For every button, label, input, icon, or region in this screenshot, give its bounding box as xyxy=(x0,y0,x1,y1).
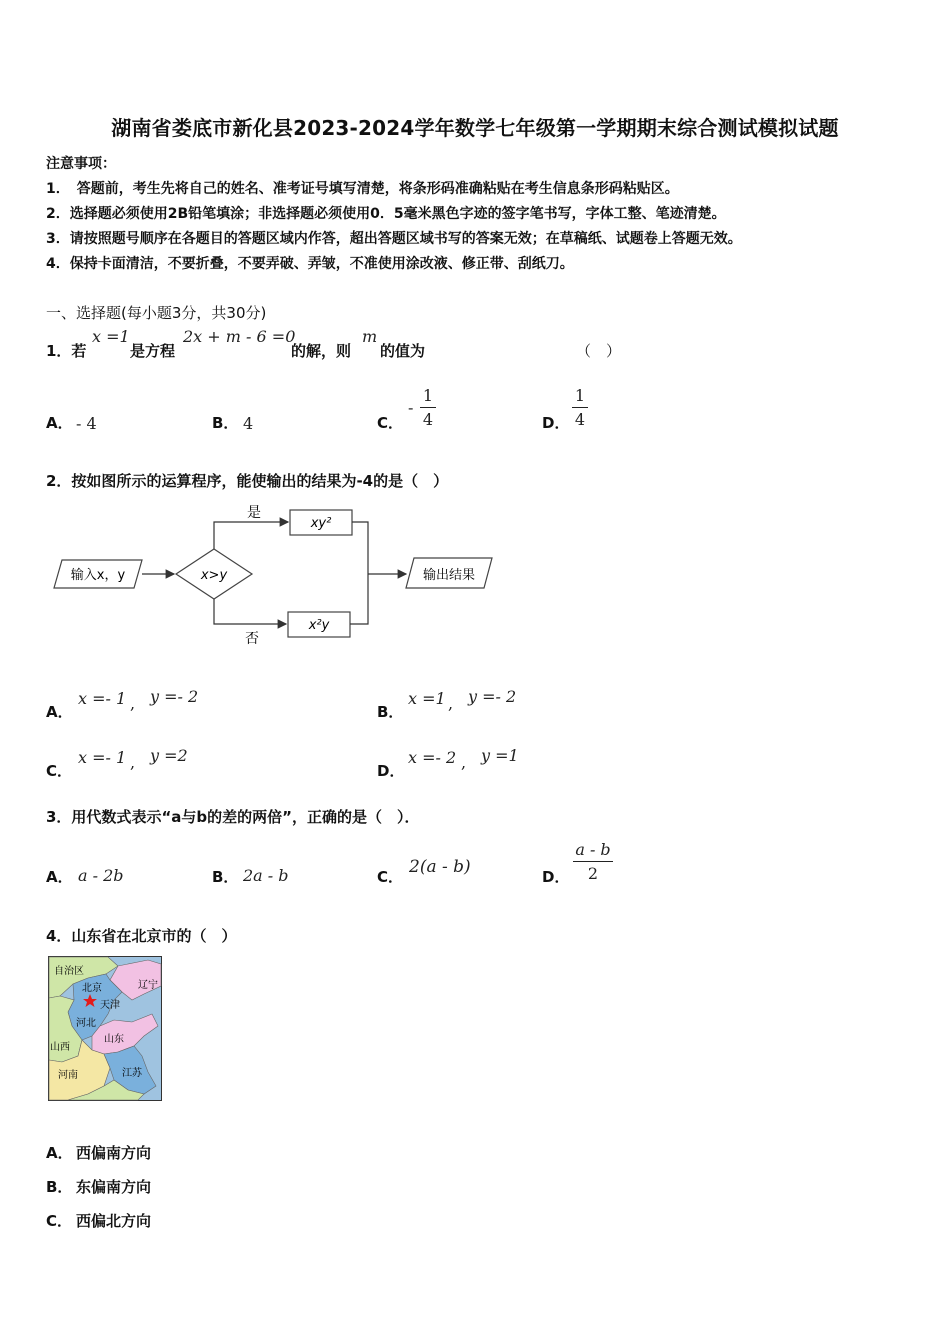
q2-option-d-comma: , xyxy=(461,753,467,772)
map-label-henan: 河南 xyxy=(58,1070,78,1081)
q4-stem: 4．山东省在北京市的（ ） xyxy=(46,927,237,945)
q1-answer-paren: （ ） xyxy=(576,342,622,360)
q2-option-a-y: y =- 2 xyxy=(150,687,199,706)
q2-option-c-comma: , xyxy=(130,753,136,772)
q3-option-c-label: C． xyxy=(377,868,404,886)
q2-option-a-x: x =- 1 xyxy=(78,689,127,708)
q1-option-c-label: C． xyxy=(377,414,404,432)
flow-box-no-label: x²y xyxy=(308,618,330,633)
q3-option-d-denominator: 2 xyxy=(587,864,599,883)
flowchart xyxy=(40,495,510,655)
q1-option-c-denominator: 4 xyxy=(422,410,434,429)
q4-option-c-label: C． xyxy=(46,1212,73,1230)
q2-option-b-label: B． xyxy=(377,703,404,721)
q2-option-c-x: x =- 1 xyxy=(78,748,127,767)
flow-no-label: 否 xyxy=(245,631,259,647)
q2-option-c-y: y =2 xyxy=(150,746,188,765)
q2-stem: 2．按如图所示的运算程序，能使输出的结果为-4的是（ ） xyxy=(46,472,449,490)
q4-option-b: 东偏南方向 xyxy=(76,1178,152,1196)
flow-yes-label: 是 xyxy=(247,505,261,521)
q4-option-a-label: A． xyxy=(46,1144,73,1162)
q1-option-c-numerator: 1 xyxy=(422,386,434,405)
map-label-liaoning: 辽宁 xyxy=(138,980,158,991)
map-label-hebei: 河北 xyxy=(76,1018,96,1029)
q2-option-a-label: A． xyxy=(46,703,73,721)
flow-arrow-yes xyxy=(214,522,288,549)
page-title: 湖南省娄底市新化县2023-2024学年数学七年级第一学期期末综合测试模拟试题 xyxy=(111,116,839,140)
q2-option-d-x: x =- 2 xyxy=(408,748,457,767)
flow-decision-label: x>y xyxy=(200,568,228,583)
q1-option-d-denominator: 4 xyxy=(574,410,586,429)
notice-item-4: 4．保持卡面清洁，不要折叠，不要弄破、弄皱，不准使用涂改液、修正带、刮纸刀。 xyxy=(46,256,574,272)
notice-heading: 注意事项： xyxy=(46,156,116,172)
flow-output-label: 输出结果 xyxy=(422,568,476,583)
q3-option-a-label: A． xyxy=(46,868,73,886)
q3-option-d-fraction xyxy=(573,840,613,883)
q2-option-a-comma: , xyxy=(130,694,136,713)
q1-option-d-numerator: 1 xyxy=(574,386,586,405)
section-heading: 一、选择题(每小题3分，共30分) xyxy=(46,304,267,322)
q1-suffix: 的值为 xyxy=(380,342,426,360)
q2-option-d-label: D． xyxy=(377,762,405,780)
flow-arrow-no xyxy=(214,599,286,624)
q1-equation: 2x + m - 6 =0 xyxy=(183,327,296,346)
q1-option-a-label: A． xyxy=(46,414,73,432)
q1-mid: 是方程 xyxy=(130,342,176,360)
q1-variable: m xyxy=(362,327,378,346)
q2-option-b-comma: , xyxy=(448,694,454,713)
q1-option-b: 4 xyxy=(243,414,254,433)
q4-option-b-label: B． xyxy=(46,1178,73,1196)
q1-condition: x =1 xyxy=(92,327,130,346)
region-map xyxy=(48,956,162,1101)
map-label-shandong: 山东 xyxy=(104,1034,124,1045)
map-label-beijing: 北京 xyxy=(82,983,102,994)
q2-option-b-x: x =1 xyxy=(408,689,446,708)
q1-option-c-sign: - xyxy=(408,398,414,417)
q3-option-b: 2a - b xyxy=(243,866,289,885)
map-label-jiangsu: 江苏 xyxy=(122,1068,142,1079)
q2-option-d-y: y =1 xyxy=(481,746,519,765)
q1-option-a: - 4 xyxy=(76,414,97,433)
q3-stem: 3．用代数式表示“a与b的差的两倍”，正确的是（ ）． xyxy=(46,808,420,826)
q4-option-c: 西偏北方向 xyxy=(76,1212,152,1230)
map-label-autonomous-region: 自治区 xyxy=(54,966,84,977)
q1-prefix: 1．若 xyxy=(46,342,87,360)
q3-option-b-label: B． xyxy=(212,868,239,886)
flow-merge-line xyxy=(350,522,368,624)
q2-option-c-label: C． xyxy=(46,762,73,780)
q3-option-c: 2(a - b) xyxy=(409,857,471,877)
q3-option-a: a - 2b xyxy=(78,866,124,885)
q1-option-d-label: D． xyxy=(542,414,570,432)
q1-option-d-fraction xyxy=(572,386,588,429)
notice-item-3: 3．请按照题号顺序在各题目的答题区域内作答，超出答题区域书写的答案无效；在草稿纸、试题卷上答题无效。 xyxy=(46,231,742,247)
flow-box-yes-label: xy² xyxy=(310,516,332,531)
q3-option-d-numerator: a - b xyxy=(575,840,611,859)
q1-mid2: 的解，则 xyxy=(291,342,352,360)
flow-input-label: 输入x，y xyxy=(70,568,126,583)
map-label-shanxi: 山西 xyxy=(50,1042,70,1053)
q2-option-b-y: y =- 2 xyxy=(468,687,517,706)
q3-option-d-label: D． xyxy=(542,868,570,886)
q4-option-a: 西偏南方向 xyxy=(76,1144,152,1162)
notice-item-2: 2．选择题必须使用2B铅笔填涂；非选择题必须使用0．5毫米黑色字迹的签字笔书写，字体工整、笔迹清楚。 xyxy=(46,206,726,222)
notice-item-1: 1． 答题前，考生先将自己的姓名、准考证号填写清楚，将条形码准确粘贴在考生信息条形码粘贴区。 xyxy=(46,181,679,197)
q1-option-b-label: B． xyxy=(212,414,239,432)
map-label-tianjin: 天津 xyxy=(100,1000,120,1011)
q1-option-c-fraction xyxy=(420,386,436,429)
